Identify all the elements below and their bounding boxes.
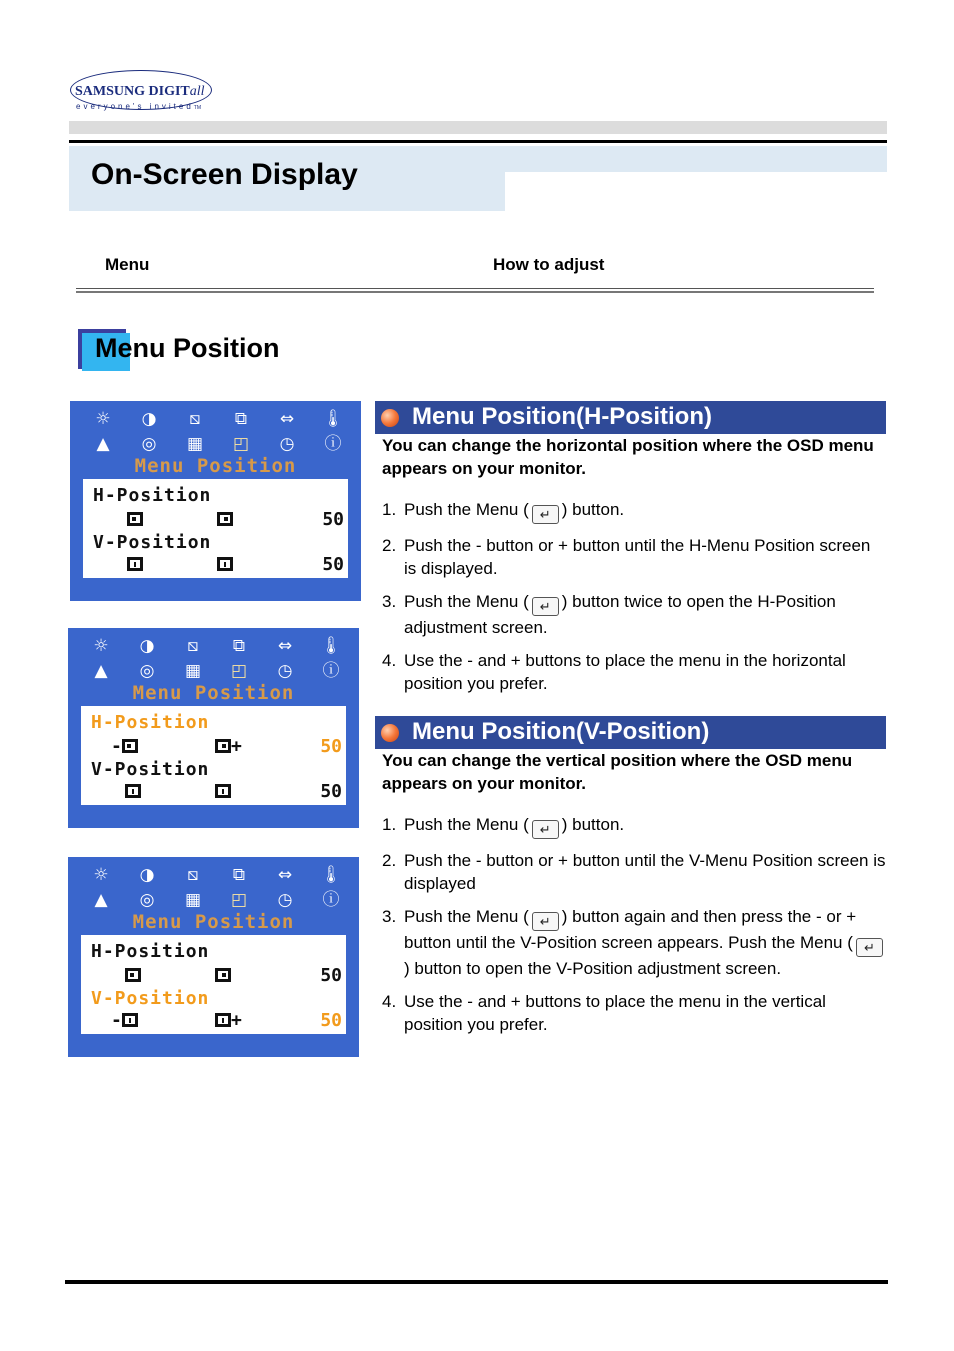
- pattern-icon: ▦: [184, 890, 202, 910]
- v-position-steps: [382, 813, 887, 1046]
- menu-position-icon: ◰: [230, 890, 248, 910]
- enter-key-icon: ↵: [532, 912, 559, 931]
- h-position-title: Menu Position(H-Position): [412, 403, 712, 430]
- image-lock-icon: ⧅: [189, 409, 201, 429]
- color-icon: ▲: [94, 661, 108, 681]
- osd-screen-h-active: [68, 628, 359, 828]
- temperature-icon: 🌡: [320, 636, 342, 656]
- size-icon: ⇔: [277, 865, 293, 885]
- color-icon: ▲: [96, 434, 110, 454]
- contrast-icon: ◑: [141, 409, 157, 429]
- osd-v-label: V-Position: [93, 532, 212, 553]
- orange-bullet-icon: [381, 409, 399, 427]
- list-item: 4. Use the - and + buttons to place the menu in the vertical position you prefer.: [382, 992, 826, 1034]
- clock-icon: ◷: [279, 434, 295, 454]
- contrast-icon: ◑: [139, 636, 155, 656]
- column-header-menu: Menu: [105, 255, 150, 274]
- osd-h-label: H-Position: [91, 712, 210, 733]
- osd-v-label: V-Position: [91, 759, 210, 780]
- h-left-icon: [111, 736, 138, 757]
- moire-icon: ◎: [139, 890, 155, 910]
- v-top-icon: [215, 781, 231, 802]
- menu-position-icon: ◰: [232, 434, 250, 454]
- section-title: Menu Position: [95, 333, 280, 363]
- osd-title: Menu Position: [132, 682, 295, 704]
- pattern-icon: ▦: [186, 434, 204, 454]
- v-bottom-icon: [127, 554, 143, 575]
- header-grey-bar: [69, 121, 887, 134]
- column-divider: [76, 288, 874, 289]
- v-top-icon: [217, 554, 233, 575]
- osd-icon-grid: [86, 863, 346, 913]
- osd-h-value: 50: [320, 965, 342, 986]
- h-right-icon: [215, 736, 242, 757]
- minus-sign: -: [111, 736, 122, 757]
- osd-v-value: 50: [320, 781, 342, 802]
- brightness-icon: ☼: [93, 636, 109, 656]
- osd-v-value: 50: [320, 1010, 342, 1031]
- logo-brand: SAMSUNG DIGITall: [75, 84, 205, 99]
- list-item: 2. Push the - button or + button until the V-Menu Position screen is displayed: [382, 851, 886, 893]
- osd-panel: [83, 479, 348, 578]
- pip-icon: ⧉: [232, 865, 246, 885]
- menu-position-icon: ◰: [230, 661, 248, 681]
- title-box-notch: [505, 172, 527, 194]
- list-item: 1. Push the Menu ( ↵ ) button.: [382, 500, 625, 522]
- h-left-icon: [127, 509, 143, 530]
- osd-h-value: 50: [320, 736, 342, 757]
- v-bottom-icon: [125, 781, 141, 802]
- info-icon: ⓘ: [322, 661, 340, 681]
- image-lock-icon: ⧅: [187, 636, 199, 656]
- info-icon: ⓘ: [324, 434, 342, 454]
- osd-h-label: H-Position: [91, 941, 210, 962]
- enter-key-icon: ↵: [532, 597, 559, 616]
- v-position-intro: You can change the vertical position where the OSD menu appears on your monitor.: [382, 751, 853, 793]
- osd-panel: [81, 935, 346, 1034]
- plus-sign: +: [231, 1010, 242, 1031]
- clock-icon: ◷: [277, 890, 293, 910]
- temperature-icon: 🌡: [320, 865, 342, 885]
- osd-h-value: 50: [322, 509, 344, 530]
- column-header-how: How to adjust: [493, 255, 605, 274]
- h-position-intro: You can change the horizontal position where the OSD menu appears on your monitor.: [382, 436, 874, 478]
- pattern-icon: ▦: [184, 661, 202, 681]
- title-box-extension: [505, 146, 887, 172]
- v-top-icon: [215, 1010, 242, 1031]
- image-lock-icon: ⧅: [187, 865, 199, 885]
- h-right-icon: [215, 965, 231, 986]
- enter-key-icon: ↵: [532, 505, 559, 524]
- pip-icon: ⧉: [234, 409, 248, 429]
- enter-key-icon: ↵: [532, 820, 559, 839]
- contrast-icon: ◑: [139, 865, 155, 885]
- v-bottom-icon: [111, 1010, 138, 1031]
- h-position-steps: [382, 498, 887, 705]
- h-left-icon: [125, 965, 141, 986]
- osd-title: Menu Position: [134, 455, 297, 477]
- list-item: 3. Push the Menu ( ↵ ) button again and then press the - or + button until the V-Position screen appears. Push the Menu ( ↵) button to open the V-Position adjustment screen.: [382, 905, 887, 980]
- h-right-icon: [217, 509, 233, 530]
- moire-icon: ◎: [141, 434, 157, 454]
- size-icon: ⇔: [277, 636, 293, 656]
- samsung-logo: [70, 70, 215, 116]
- h-position-header: [375, 401, 886, 434]
- enter-key-icon: ↵: [856, 938, 883, 957]
- osd-v-label: V-Position: [91, 988, 210, 1009]
- clock-icon: ◷: [277, 661, 293, 681]
- osd-v-value: 50: [322, 554, 344, 575]
- osd-h-label: H-Position: [93, 485, 212, 506]
- list-item: 3. Push the Menu ( ↵ ) button twice to open the H-Position adjustment screen.: [382, 592, 836, 637]
- moire-icon: ◎: [139, 661, 155, 681]
- brightness-icon: ☼: [93, 865, 109, 885]
- list-item: 4. Use the - and + buttons to place the menu in the horizontal position you prefer.: [382, 651, 846, 693]
- osd-panel: [81, 706, 346, 805]
- header-rule: [69, 140, 887, 143]
- osd-icon-grid: [88, 407, 348, 457]
- color-icon: ▲: [94, 890, 108, 910]
- info-icon: ⓘ: [322, 890, 340, 910]
- logo-tagline: everyone's invitedTM: [76, 102, 202, 111]
- size-icon: ⇔: [279, 409, 295, 429]
- osd-icon-grid: [86, 634, 346, 684]
- list-item: 1. Push the Menu ( ↵ ) button.: [382, 815, 625, 837]
- v-position-title: Menu Position(V-Position): [412, 718, 710, 745]
- brightness-icon: ☼: [95, 409, 111, 429]
- column-divider-2: [76, 291, 874, 293]
- footer-rule: [65, 1280, 888, 1284]
- osd-title: Menu Position: [132, 911, 295, 933]
- minus-sign: -: [111, 1010, 122, 1031]
- v-position-header: [375, 716, 886, 749]
- osd-screen-v-active: [68, 857, 359, 1057]
- pip-icon: ⧉: [232, 636, 246, 656]
- page-title: On-Screen Display: [91, 158, 358, 191]
- orange-bullet-icon: [381, 724, 399, 742]
- list-item: 2. Push the - button or + button until the H-Menu Position screen is displayed.: [382, 536, 871, 578]
- osd-screen-default: [70, 401, 361, 601]
- temperature-icon: 🌡: [322, 409, 344, 429]
- plus-sign: +: [231, 736, 242, 757]
